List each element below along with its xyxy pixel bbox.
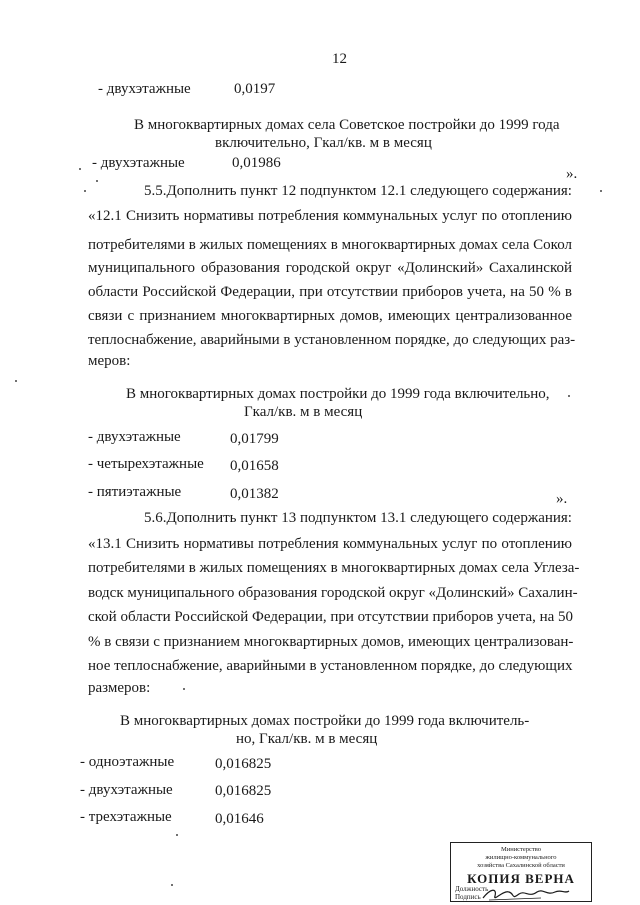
paragraph-line: «12.1 Снизить нормативы потребления коммунальных услуг по отоплению [88, 208, 572, 224]
paragraph-line: % в связи с признанием многоквартирных домов, имеющих централизован- [88, 634, 574, 650]
closing-quote: ». [566, 166, 578, 182]
section-heading-unit: но, Гкал/кв. м в месяц [236, 731, 378, 747]
list-item-value: 0,01658 [230, 458, 279, 474]
paragraph-line: связи с признанием многоквартирных домов, имеющих централизованное [88, 308, 572, 324]
stamp-ministry-line3: хозяйства Сахалинской области [477, 862, 565, 869]
scan-speck [84, 190, 86, 192]
list-item-value: 0,0197 [234, 81, 276, 97]
paragraph-line: ской области Российской Федерации, при отсутствии приборов учета, на 50 [88, 609, 574, 625]
paragraph-line: ное теплоснабжение, аварийными в установленном порядке, до следующих [88, 658, 573, 674]
scan-speck [171, 884, 173, 886]
stamp-title: КОПИЯ ВЕРНА [467, 871, 575, 886]
paragraph-line: теплоснабжение, аварийными в установленном порядке, до следующих раз- [88, 332, 576, 348]
list-item-value: 0,01799 [230, 431, 279, 447]
section-heading: В многоквартирных домах постройки до 1999 года включитель- [120, 713, 530, 729]
list-item-label: - трехэтажные [80, 809, 172, 825]
list-item-value: 0,01646 [215, 811, 264, 827]
scan-speck [79, 168, 81, 170]
closing-quote: ». [556, 491, 568, 507]
list-item-label: - одноэтажные [80, 754, 175, 770]
list-item-value: 0,01986 [232, 155, 281, 171]
section-heading: В многоквартирных домах села Советское постройки до 1999 года [134, 117, 560, 133]
paragraph-line: потребителями в жилых помещениях в многоквартирных домах села Углеза- [88, 560, 580, 576]
stamp-position-field: Должность [455, 885, 489, 893]
certification-stamp [450, 842, 592, 902]
stamp-ministry: Министерство [500, 846, 542, 853]
paragraph-line: меров: [88, 353, 131, 369]
page-number: 12 [332, 51, 347, 67]
stamp-ministry-line2: жилищно-коммунального [485, 854, 557, 861]
section-heading-unit: Гкал/кв. м в месяц [244, 404, 363, 420]
scan-speck [183, 688, 185, 690]
stamp-signature-field: Подпись [455, 893, 481, 901]
handwritten-signature [481, 886, 571, 902]
section-heading-unit: включительно, Гкал/кв. м в месяц [215, 135, 432, 151]
scan-speck [96, 180, 98, 182]
scan-speck [568, 395, 570, 397]
list-item-label: - четырехэтажные [88, 456, 204, 472]
list-item-label: - пятиэтажные [88, 484, 182, 500]
list-item-value: 0,016825 [215, 756, 272, 772]
list-item-label: - двухэтажные [98, 81, 191, 97]
list-item-label: - двухэтажные [88, 429, 181, 445]
list-item-label: - двухэтажные [92, 155, 185, 171]
list-item-label: - двухэтажные [80, 782, 173, 798]
paragraph-line: муниципального образования городской округ «Долинский» Сахалинской [88, 260, 572, 276]
scan-speck [15, 380, 17, 382]
section-heading: В многоквартирных домах постройки до 1999 года включительно, [126, 386, 550, 402]
scan-speck [176, 834, 178, 836]
list-item-value: 0,01382 [230, 486, 279, 502]
paragraph-line: потребителями в жилых помещениях в многоквартирных домах села Сокол [88, 237, 572, 253]
paragraph-line: размеров: [88, 680, 151, 696]
point-intro: 5.5.Дополнить пункт 12 подпунктом 12.1 следующего содержания: [144, 183, 572, 199]
paragraph-line: области Российской Федерации, при отсутствии приборов учета, на 50 % в [88, 284, 572, 300]
paragraph-line: «13.1 Снизить нормативы потребления коммунальных услуг по отоплению [88, 536, 572, 552]
scan-speck [600, 190, 602, 192]
paragraph-line: водск муниципального образования городской округ «Долинский» Сахалин- [88, 585, 578, 601]
list-item-value: 0,016825 [215, 783, 272, 799]
point-intro: 5.6.Дополнить пункт 13 подпунктом 13.1 следующего содержания: [144, 510, 572, 526]
